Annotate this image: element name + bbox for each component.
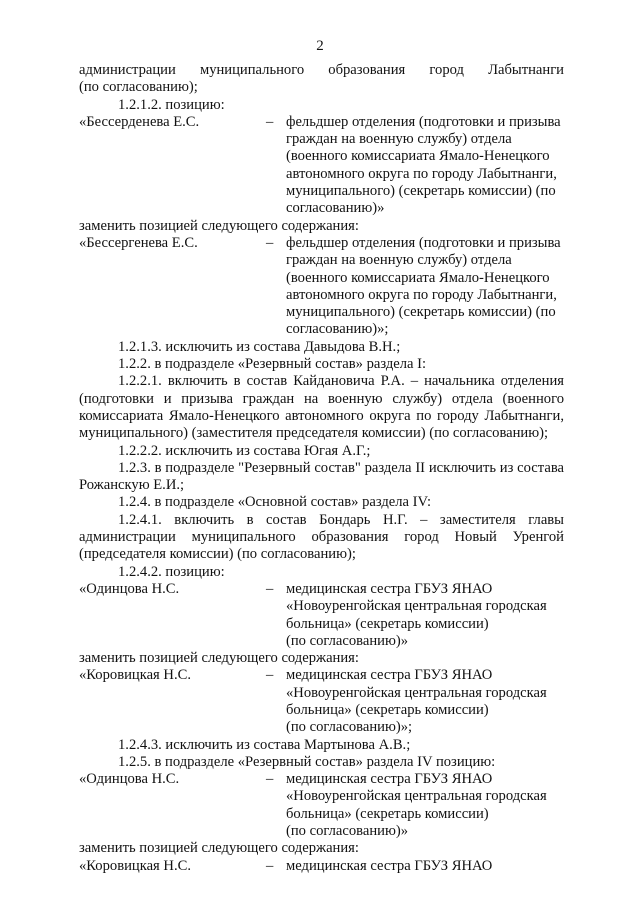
paragraph: 1.2.5. в подразделе «Резервный состав» раздела IV позицию: <box>118 753 496 770</box>
paragraph: 1.2.1.2. позицию: <box>118 96 225 113</box>
page-number: 2 <box>316 38 324 54</box>
description-line: (по согласованию)» <box>286 632 409 649</box>
paragraph: 1.2.4. в подразделе «Основной состав» раздела IV: <box>118 494 432 511</box>
member-description <box>286 581 564 650</box>
description-line: медицинская сестра ГБУЗ ЯНАО <box>286 771 493 788</box>
member-description: медицинская сестра ГБУЗ ЯНАО <box>286 857 493 874</box>
dash: – <box>266 113 274 130</box>
member-description: фельдшер отделения (подготовки и призыва граждан на военную службу) отдела (военного комиссариата Ямало-Ненецкого автономного округа по городу Лабытнанги, муниципального) (секретарь комиссии) (по согласованию)» <box>286 113 561 217</box>
description-line: (по согласованию)»; <box>286 719 413 736</box>
paragraph: 1.2.4.3. исключить из состава Мартынова А.В.; <box>118 736 411 753</box>
paragraph: заменить позицией следующего содержания: <box>79 650 359 667</box>
document-body <box>79 62 564 875</box>
description-line: медицинская сестра ГБУЗ ЯНАО <box>286 667 493 684</box>
member-entry <box>79 235 564 339</box>
member-entry <box>79 114 564 218</box>
description-line: медицинская сестра ГБУЗ ЯНАО <box>286 580 493 597</box>
paragraph: 1.2.4.2. позицию: <box>118 563 225 580</box>
paragraph: 1.2.4.1. включить в состав Бондарь Н.Г. – заместителя главы администрации муниципального образования город Новый Уренгой (председателя комиссии) (по согласованию); <box>79 511 564 563</box>
member-entry <box>79 771 564 840</box>
member-name: «Одинцова Н.С. <box>79 580 180 597</box>
description-line: «Новоуренгойская центральная городская <box>286 598 547 615</box>
paragraph: заменить позицией следующего содержания: <box>79 840 359 857</box>
member-name: «Бессерденева Е.С. <box>79 113 200 130</box>
dash: – <box>266 580 274 597</box>
paragraph: 1.2.1.3. исключить из состава Давыдова В.Н.; <box>118 338 401 355</box>
member-entry <box>79 858 564 875</box>
dash: – <box>266 667 274 684</box>
paragraph: (по согласованию); <box>79 79 198 96</box>
member-name: «Коровицкая Н.С. <box>79 667 191 684</box>
dash: – <box>266 234 274 251</box>
dash: – <box>266 857 274 874</box>
description-line: (по согласованию)» <box>286 823 409 840</box>
paragraph: 1.2.2.2. исключить из состава Югая А.Г.; <box>118 442 371 459</box>
member-description: фельдшер отделения (подготовки и призыва граждан на военную службу) отдела (военного комиссариата Ямало-Ненецкого автономного округа по городу Лабытнанги, муниципального) (секретарь комиссии) (по согласованию)»; <box>286 234 561 338</box>
description-line: больница» (секретарь комиссии) <box>286 615 489 632</box>
description-line: больница» (секретарь комиссии) <box>286 805 489 822</box>
paragraph: 1.2.2.1. включить в состав Кайдановича Р.А. – начальника отделения (подготовки и призыва граждан на военную службу) отдела (военного комиссариата Ямало-Ненецкого автономного округа по городу Лабытнанги, муниципального) (заместителя председателя комиссии) (по согласованию); <box>79 373 564 442</box>
dash: – <box>266 771 274 788</box>
paragraph: заменить позицией следующего содержания: <box>79 217 359 234</box>
member-description <box>286 667 564 736</box>
member-description <box>286 771 564 840</box>
description-line: «Новоуренгойская центральная городская <box>286 684 547 701</box>
description-line: больница» (секретарь комиссии) <box>286 701 489 718</box>
paragraph: 1.2.3. в подразделе "Резервный состав" раздела II исключить из состава Рожанскую Е.И.; <box>79 459 564 494</box>
description-line: «Новоуренгойская центральная городская <box>286 788 547 805</box>
member-entry <box>79 581 564 650</box>
paragraph: 1.2.2. в подразделе «Резервный состав» раздела I: <box>118 356 427 373</box>
member-name: «Одинцова Н.С. <box>79 771 180 788</box>
paragraph: администрации муниципального образования город Лабытнанги <box>79 62 564 78</box>
member-name: «Бессергенева Е.С. <box>79 234 198 251</box>
member-name: «Коровицкая Н.С. <box>79 857 191 874</box>
member-entry <box>79 667 564 736</box>
